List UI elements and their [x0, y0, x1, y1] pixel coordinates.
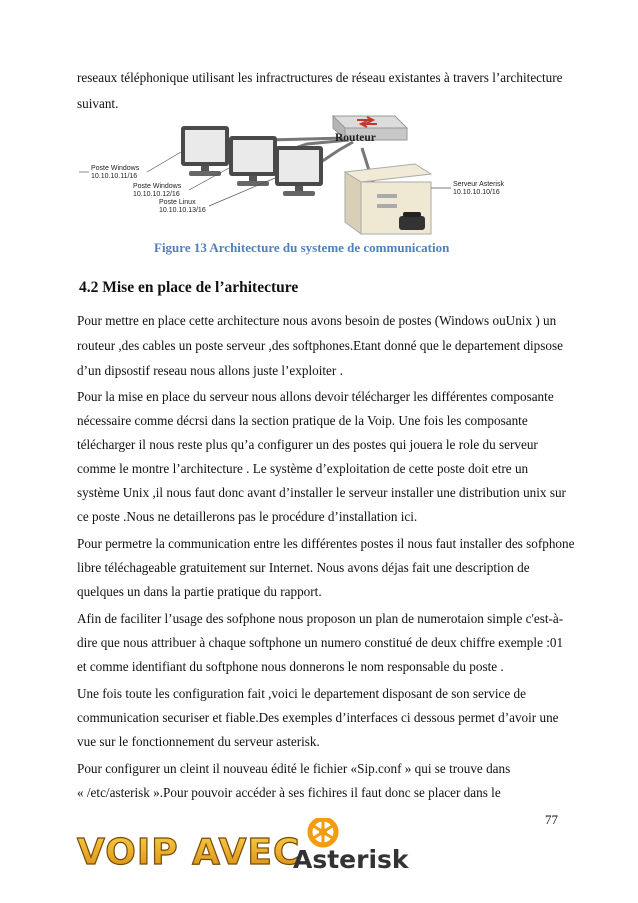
workstation-ip: 10.10.10.13/16: [159, 207, 206, 214]
section-heading: 4.2 Mise en place de l’arhitecture: [79, 279, 299, 296]
workstation-ip: 10.10.10.11/16: [91, 173, 138, 180]
text-line: Pour permetre la communication entre les différentes postes il nous faut installer des sofphone: [77, 536, 575, 551]
voip-avec-text: VOIP AVEC: [77, 832, 301, 873]
figure-caption: Figure 13 Architecture du systeme de communication: [154, 240, 450, 255]
asterisk-text: Asterisk: [293, 845, 409, 874]
page-number: 77: [545, 812, 558, 827]
text-line: Pour la mise en place du serveur nous allons devoir télécharger les différentes composante: [77, 389, 554, 404]
text-line: d’un dipsostif reseau nous allons juste l’exploiter .: [77, 363, 343, 378]
text-line: nécessaire comme décrsi dans la section pratique de la Voip. Une fois les composante: [77, 413, 528, 428]
server-label: Serveur Asterisk: [453, 181, 504, 188]
text-line: système Unix ,il nous faut donc avant d’installer le serveur installer une distribution unix sur: [77, 485, 566, 500]
text-line: routeur ,des cables un poste serveur ,des softphones.Etant donné que le departement dipsose: [77, 338, 563, 353]
asterisk-star-icon: [310, 819, 336, 845]
text-line: libre téléchageable gratuitement sur Internet. Nous avons déjas fait une description de: [77, 560, 530, 575]
text-line: comme le montre l’architecture . Le système d’exploitation de cette poste doit etre un: [77, 461, 529, 476]
text-line: suivant.: [77, 96, 119, 111]
workstation-monitor-icon: [181, 126, 229, 176]
text-line: reseaux téléphonique utilisant les infractructures de réseau existantes à travers l’architecture: [77, 70, 563, 85]
workstation-label: Poste Windows: [91, 165, 140, 172]
text-line: « /etc/asterisk ».Pour pouvoir accéder à ses fichires il faut donc se placer dans le: [77, 785, 501, 800]
router-label: Routeur: [335, 132, 376, 144]
workstation-ip: 10.10.10.12/16: [133, 191, 180, 198]
text-line: Afin de faciliter l’usage des sofphone nous proposon un plan de numerotaion simple c'est-à-: [77, 611, 564, 626]
workstation-label: Poste Linux: [159, 199, 196, 206]
text-line: Une fois toute les configuration fait ,voici le departement disposant de son service de: [77, 686, 526, 701]
workstation-monitor-icon: [275, 146, 323, 196]
text-line: télécharger il nous reste plus qu’a configurer un des postes qui jouera le role du serveur: [77, 437, 538, 452]
voip-asterisk-logo: [75, 818, 435, 876]
workstation-label: Poste Windows: [133, 183, 182, 190]
text-line: ce poste .Nous ne detaillerons pas le procédure d’installation ici.: [77, 509, 418, 524]
server-ip: 10.10.10.10/16: [453, 189, 500, 196]
network-architecture-figure: [77, 108, 524, 236]
text-line: vue sur le fonctionnement du serveur asterisk.: [77, 734, 320, 749]
text-line: Pour configurer un cleint il nouveau édité le fichier «Sip.conf » qui se trouve dans: [77, 761, 511, 776]
text-line: Pour mettre en place cette architecture nous avons besoin de postes (Windows ouUnix ) un: [77, 313, 557, 328]
workstation-monitor-icon: [229, 136, 277, 186]
text-line: communication securiser et fiable.Des exemples d’interfaces ci dessous permet d’avoir une: [77, 710, 559, 725]
text-line: dire que nous attribuer à chaque softphone un numero constitué de deux chiffre exemple :01: [77, 635, 564, 650]
text-line: quelques un dans la partie pratique du rapport.: [77, 584, 322, 599]
text-line: et comme identifiant du softphone nous donnerons le nom responsable du poste .: [77, 659, 504, 674]
